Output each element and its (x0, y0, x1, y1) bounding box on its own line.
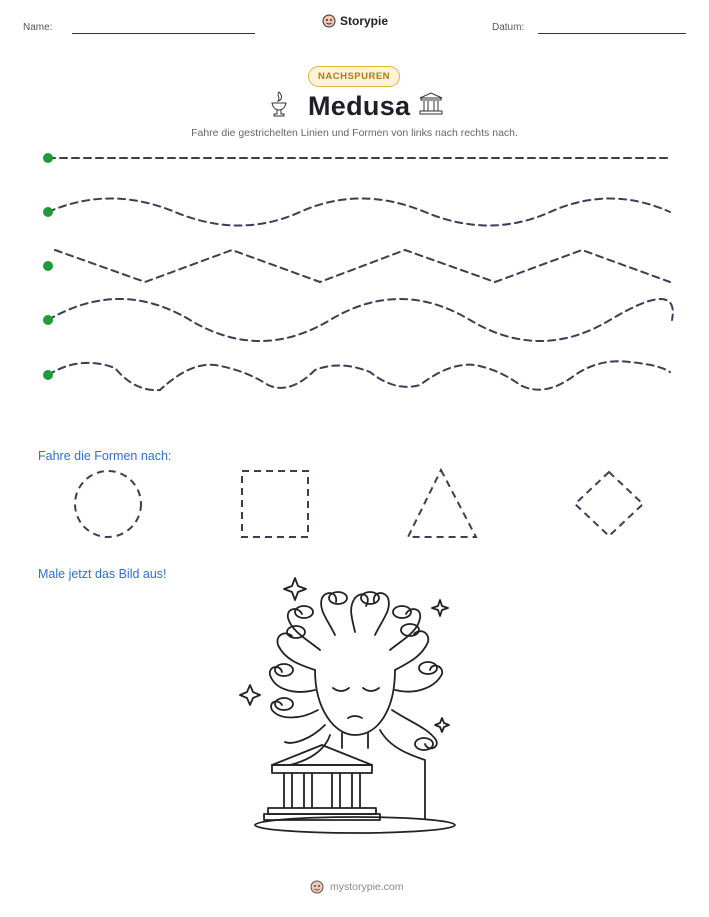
start-dot (43, 153, 53, 163)
medusa-coloring-illustration (230, 570, 480, 835)
page-title: Medusa (308, 91, 411, 121)
trace-square (242, 471, 308, 537)
nachspuren-badge: NACHSPUREN (308, 66, 400, 87)
start-dot (43, 370, 53, 380)
tracing-lines (0, 0, 709, 420)
trace-line-wave-large (48, 299, 673, 341)
start-dot (43, 315, 53, 325)
instructions: Fahre die gestrichelten Linien und Formen von links nach rechts nach. (191, 127, 518, 139)
trace-triangle (408, 470, 476, 537)
trace-diamond (575, 472, 643, 536)
start-dot (43, 207, 53, 217)
footer-url[interactable]: mystorypie.com (330, 881, 404, 893)
footer (310, 880, 404, 894)
start-dot (43, 261, 53, 271)
tracing-shapes (0, 460, 709, 550)
trace-line-wave (48, 199, 670, 226)
shapes-section-label: Fahre die Formen nach: (38, 449, 172, 463)
coloring-section-label: Male jetzt das Bild aus! (38, 567, 167, 581)
trace-circle (75, 471, 141, 537)
name-label: Name: (23, 22, 53, 33)
trace-line-zigzag (55, 250, 670, 282)
brand-name: Storypie (340, 14, 389, 28)
date-label: Datum: (492, 22, 525, 33)
trace-line-bumps (48, 361, 670, 390)
storypie-footer-logo-icon (310, 880, 324, 894)
